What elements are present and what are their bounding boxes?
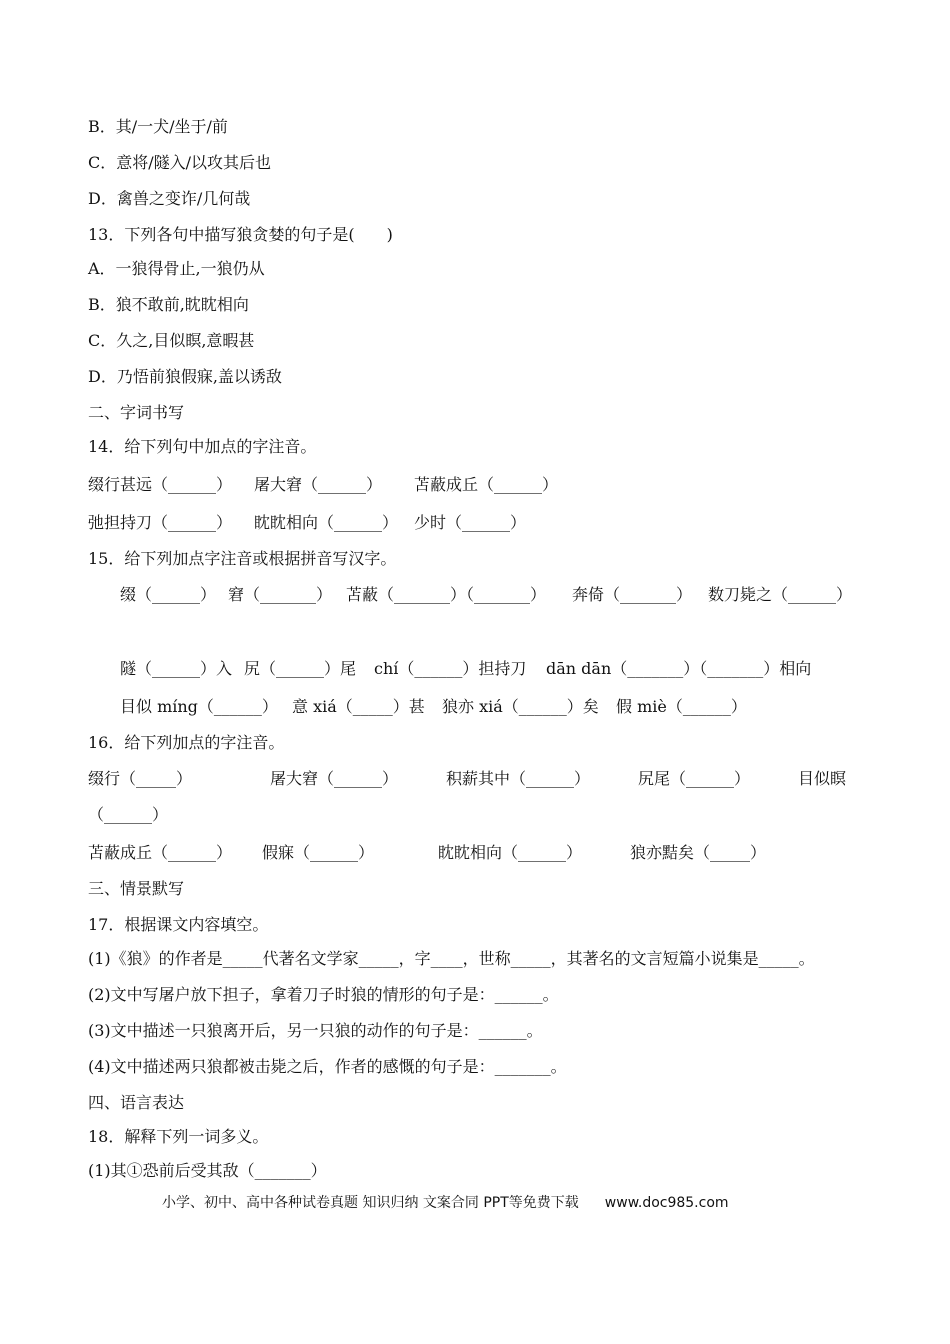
footer-text: 小学、初中、高中各种试卷真题 知识归纳 文案合同 PPT等免费下载 — [162, 1195, 579, 1211]
q17-part-2: (2)文中写屠户放下担子，拿着刀子时狼的情形的句子是：______。 — [88, 985, 559, 1004]
q13-option-a: A．一狼得骨止,一狼仍从 — [88, 259, 265, 278]
q13-stem: 13．下列各句中描写狼贪婪的句子是( ) — [88, 225, 393, 244]
q16-stem: 16．给下列加点的字注音。 — [88, 733, 285, 752]
q15-item: 缀（______） — [120, 585, 217, 604]
q16-item: （______） — [88, 805, 169, 824]
q12-option-c: C．意将/隧入/以攻其后也 — [88, 153, 272, 172]
q16-item: 眈眈相向（______） — [438, 843, 583, 862]
q13-option-d: D．乃悟前狼假寐,盖以诱敌 — [88, 367, 282, 386]
section-2-heading: 二、字词书写 — [88, 403, 185, 422]
q15-item: 奔倚（_______） — [572, 585, 693, 604]
q13-option-c: C．久之,目似瞑,意暇甚 — [88, 331, 255, 350]
q17-part-4: (4)文中描述两只狼都被击毙之后，作者的感慨的句子是：_______。 — [88, 1057, 567, 1076]
q16-item: 缀行（_____） — [88, 769, 193, 788]
q15-item: 苫蔽（_______）（_______） — [346, 585, 547, 604]
q16-item: 目似瞑 — [798, 769, 847, 788]
q14-item: 少时（______） — [414, 513, 527, 532]
q15-item: 意 xiá（_____）甚 — [292, 697, 425, 716]
q15-item: 目似 míng（______） — [120, 697, 278, 716]
q17-part-3: (3)文中描述一只狼离开后，另一只狼的动作的句子是：______。 — [88, 1021, 543, 1040]
q17-stem: 17．根据课文内容填空。 — [88, 915, 269, 934]
q13-option-b: B．狼不敢前,眈眈相向 — [88, 295, 249, 314]
q14-item: 屠大窘（______） — [254, 475, 383, 494]
q16-item: 尻尾（______） — [638, 769, 751, 788]
q15-item: dān dān（_______）（_______）相向 — [546, 659, 812, 678]
q14-item: 弛担持刀（______） — [88, 513, 233, 532]
q14-item: 苫蔽成丘（______） — [414, 475, 559, 494]
q17-part-1: (1)《狼》的作者是_____代著名文学家_____，字____，世称_____，其著名的文言短篇小说集是_____。 — [88, 949, 815, 968]
q15-item: chí（______）担持刀 — [374, 659, 527, 678]
q15-item: 窘（_______） — [228, 585, 333, 604]
section-3-heading: 三、情景默写 — [88, 879, 185, 898]
q18-part-1: (1)其①恐前后受其敌（_______） — [88, 1161, 327, 1180]
q15-item: 数刀毙之（______） — [708, 585, 853, 604]
q18-stem: 18．解释下列一词多义。 — [88, 1127, 269, 1146]
q12-option-b: B．其/一犬/坐于/前 — [88, 117, 228, 136]
q15-item: 尻（______）尾 — [244, 659, 357, 678]
q16-item: 狼亦黠矣（_____） — [630, 843, 767, 862]
q16-item: 屠大窘（______） — [270, 769, 399, 788]
q15-item: 隧（______）入 — [120, 659, 233, 678]
footer-site-link[interactable]: www.doc985.com — [604, 1195, 729, 1211]
q15-item: 假 miè（______） — [616, 697, 747, 716]
page-footer — [162, 1192, 802, 1212]
q15-item: 狼亦 xiá（______）矣 — [442, 697, 599, 716]
q15-stem: 15．给下列加点字注音或根据拼音写汉字。 — [88, 549, 397, 568]
q14-item: 眈眈相向（______） — [254, 513, 399, 532]
q14-stem: 14．给下列句中加点的字注音。 — [88, 437, 317, 456]
section-4-heading: 四、语言表达 — [88, 1093, 185, 1112]
q12-option-d: D．禽兽之变诈/几何哉 — [88, 189, 251, 208]
q16-item: 苫蔽成丘（______） — [88, 843, 233, 862]
q14-item: 缀行甚远（______） — [88, 475, 233, 494]
q16-item: 积薪其中（______） — [446, 769, 591, 788]
q16-item: 假寐（______） — [262, 843, 375, 862]
